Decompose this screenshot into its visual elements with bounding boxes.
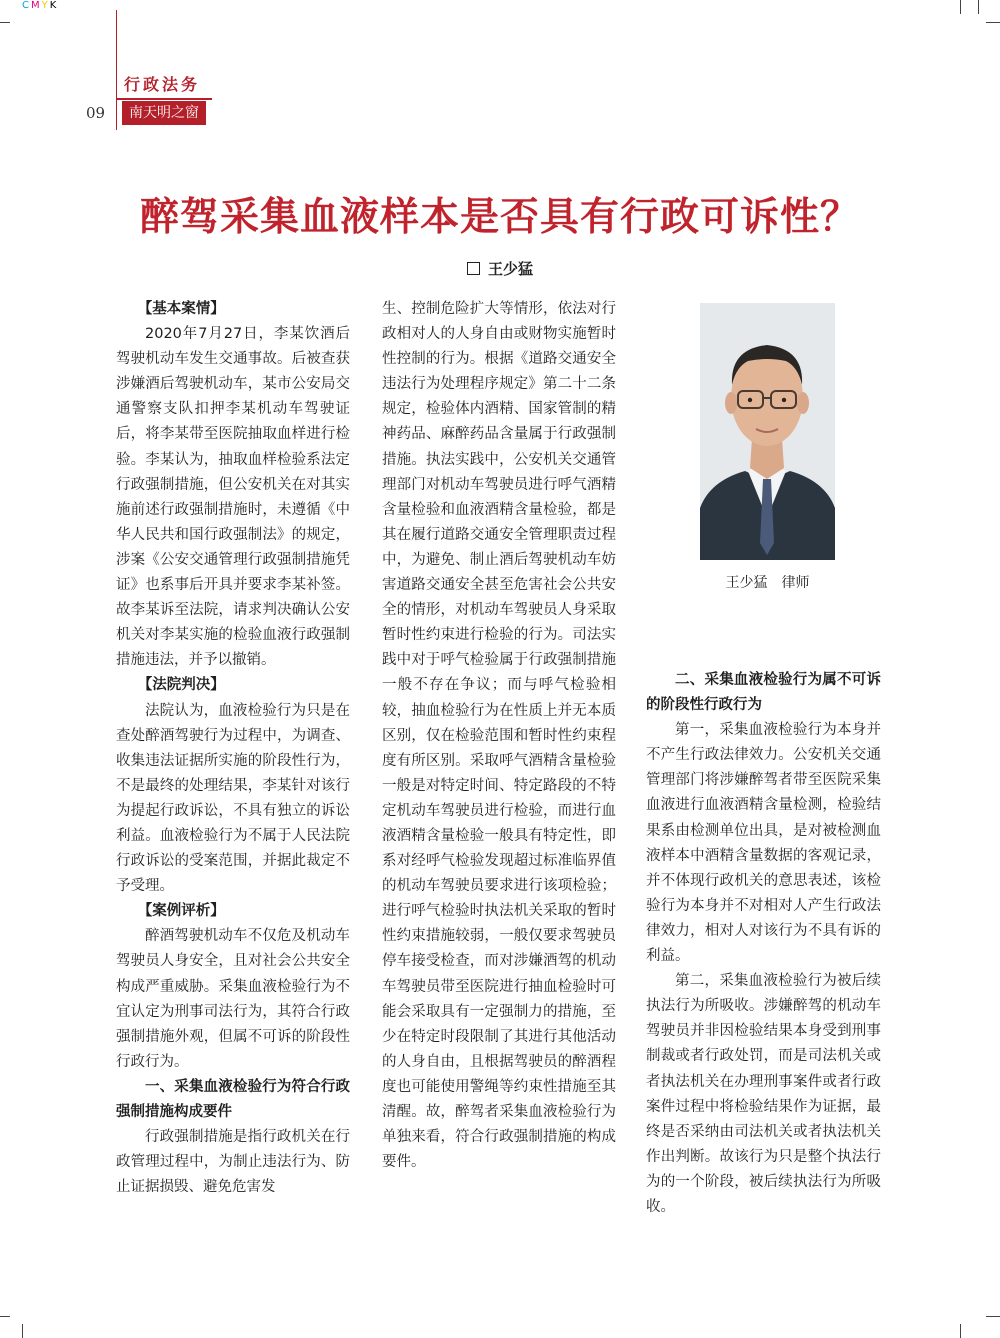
column-badge: 南天明之窗 (122, 101, 206, 125)
crop-mark (0, 22, 10, 23)
paragraph: 醉酒驾驶机动车不仅危及机动车驾驶员人身安全，且对社会公共安全构成严重威胁。采集血液检验行为不宜认定为刑事司法行为，其符合行政强制措施外观，但属不可诉的阶段性行政行为。 (116, 928, 350, 1070)
subheading: 二、采集血液检验行为属不可诉的阶段性行政行为 (646, 672, 881, 714)
page-number: 09 (86, 104, 106, 122)
paragraph: 行政强制措施是指行政机关在行政管理过程中，为制止违法行为、防止证据损毁、避免危害发 (116, 1129, 350, 1196)
crop-mark (22, 1324, 23, 1338)
paragraph: 第一，采集血液检验行为本身并不产生行政法律效力。公安机关交通管理部门将涉嫌醉驾者带至医院采集血液进行血液酒精含量检测，检验结果系由检测单位出具，是对被检测血液样本中酒精含量数据的客观记录，并不体现行政机关的意思表述，该检验行为本身并不对相对人产生行政法律效力，相对人对该行为不具有诉的利益。 (646, 722, 881, 965)
article-column-3 (646, 668, 881, 1220)
cmyk-k: K (49, 0, 59, 11)
author-portrait-image (700, 303, 835, 560)
author-photo (700, 303, 835, 560)
crop-mark (986, 1316, 1000, 1317)
paragraph: 第二，采集血液检验行为被后续执法行为所吸收。涉嫌醉驾的机动车驾驶员并非因检验结果本身受到刑事制裁或者行政处罚，而是司法机关或者执法机关在办理刑事案件或者行政案件过程中将检验结果作为证据，最终是否采纳由司法机关或者执法机关作出判断。故该行为只是整个执法行为的一个阶段，被后续执法行为所吸收。 (646, 973, 881, 1215)
author-name: 王少猛 (487, 260, 533, 278)
subheading: 一、采集血液检验行为符合行政强制措施构成要件 (116, 1078, 350, 1120)
byline (0, 258, 1000, 279)
photo-caption: 王少猛 律师 (725, 575, 810, 591)
cmyk-m: M (30, 0, 42, 11)
cmyk-y: Y (41, 0, 50, 11)
article-column-2 (382, 297, 616, 1175)
byline-box-icon (467, 262, 480, 275)
header-rule-vertical (116, 10, 117, 130)
section-heading: 【基本案情】 (137, 301, 225, 317)
section-heading: 【案例评析】 (137, 903, 225, 920)
header-rule-horizontal (116, 98, 212, 100)
section-heading: 【法院判决】 (137, 677, 225, 694)
crop-mark (960, 0, 961, 14)
cmyk-c: C (22, 0, 31, 11)
crop-mark (986, 22, 1000, 23)
paragraph: 法院认为，血液检验行为只是在查处醉酒驾驶行为过程中，为调查、收集违法证据所实施的阶段性行为，不是最终的处理结果，李某针对该行为提起行政诉讼，不具有独立的诉讼利益。血液检验行为不属于人民法院行政诉讼的受案范围，并据此裁定不予受理。 (116, 702, 350, 895)
crop-mark (960, 1324, 961, 1338)
article-title: 醉驾采集血液样本是否具有行政可诉性？ (139, 195, 860, 240)
article-column-1 (116, 297, 350, 1200)
crop-mark (0, 1316, 10, 1317)
paragraph: 2020年7月27日，李某饮酒后驾驶机动车发生交通事故。后被查获涉嫌酒后驾驶机动车，某市公安局交通警察支队扣押李某机动车驾驶证后，将李某带至医院抽取血样进行检验。李某认为，抽取血样检验系法定行政强制措施，但公安机关在对其实施前述行政强制措施时，未遵循《中华人民共和国行政强制法》的规定，涉案《公安交通管理行政强制措施凭证》也系事后开具并要求李某补签。故李某诉至法院，请求判决确认公安机关对李某实施的检验血液行政强制措施违法，并予以撤销。 (116, 326, 350, 669)
cmyk-registration-label (22, 0, 58, 11)
paragraph: 生、控制危险扩大等情形，依法对行政相对人的人身自由或财物实施暂时性控制的行为。根据《道路交通安全违法行为处理程序规定》第二十二条规定，检验体内酒精、国家管制的精神药品、麻醉药品含量属于行政强制措施。执法实践中，公安机关交通管理部门对机动车驾驶员进行呼气酒精含量检验和血液酒精含量检验，都是其在履行道路交通安全管理职责过程中，为避免、制止酒后驾驶机动车妨害道路交通安全甚至危害社会公共安全的情形，对机动车驾驶员人身采取暂时性约束进行检验的行为。司法实践中对于呼气检验属于行政强制措施一般不存在争议；而与呼气检验相较，抽血检验行为在性质上并无本质区别，仅在检验范围和暂时性约束程度有所区别。采取呼气酒精含量检验一般是对特定时间、特定路段的不特定机动车驾驶员进行检验，而进行血液酒精含量检验一般具有特定性，即系对经呼气检验发现超过标准临界值的机动车驾驶员要求进行该项检验；进行呼气检验时执法机关采取的暂时性约束措施较弱，一般仅要求驾驶员停车接受检查，而对涉嫌酒驾的机动车驾驶员带至医院进行抽血检验时可能会采取具有一定强制力的措施，至少在特定时段限制了其进行其他活动的人身自由，且根据驾驶员的醉酒程度也可能使用警绳等约束性措施至其清醒。故，醉驾者采集血液检验行为单独来看，符合行政强制措施的构成要件。 (382, 301, 616, 1171)
section-title: 行政法务 (124, 75, 201, 94)
crop-mark (978, 0, 979, 14)
